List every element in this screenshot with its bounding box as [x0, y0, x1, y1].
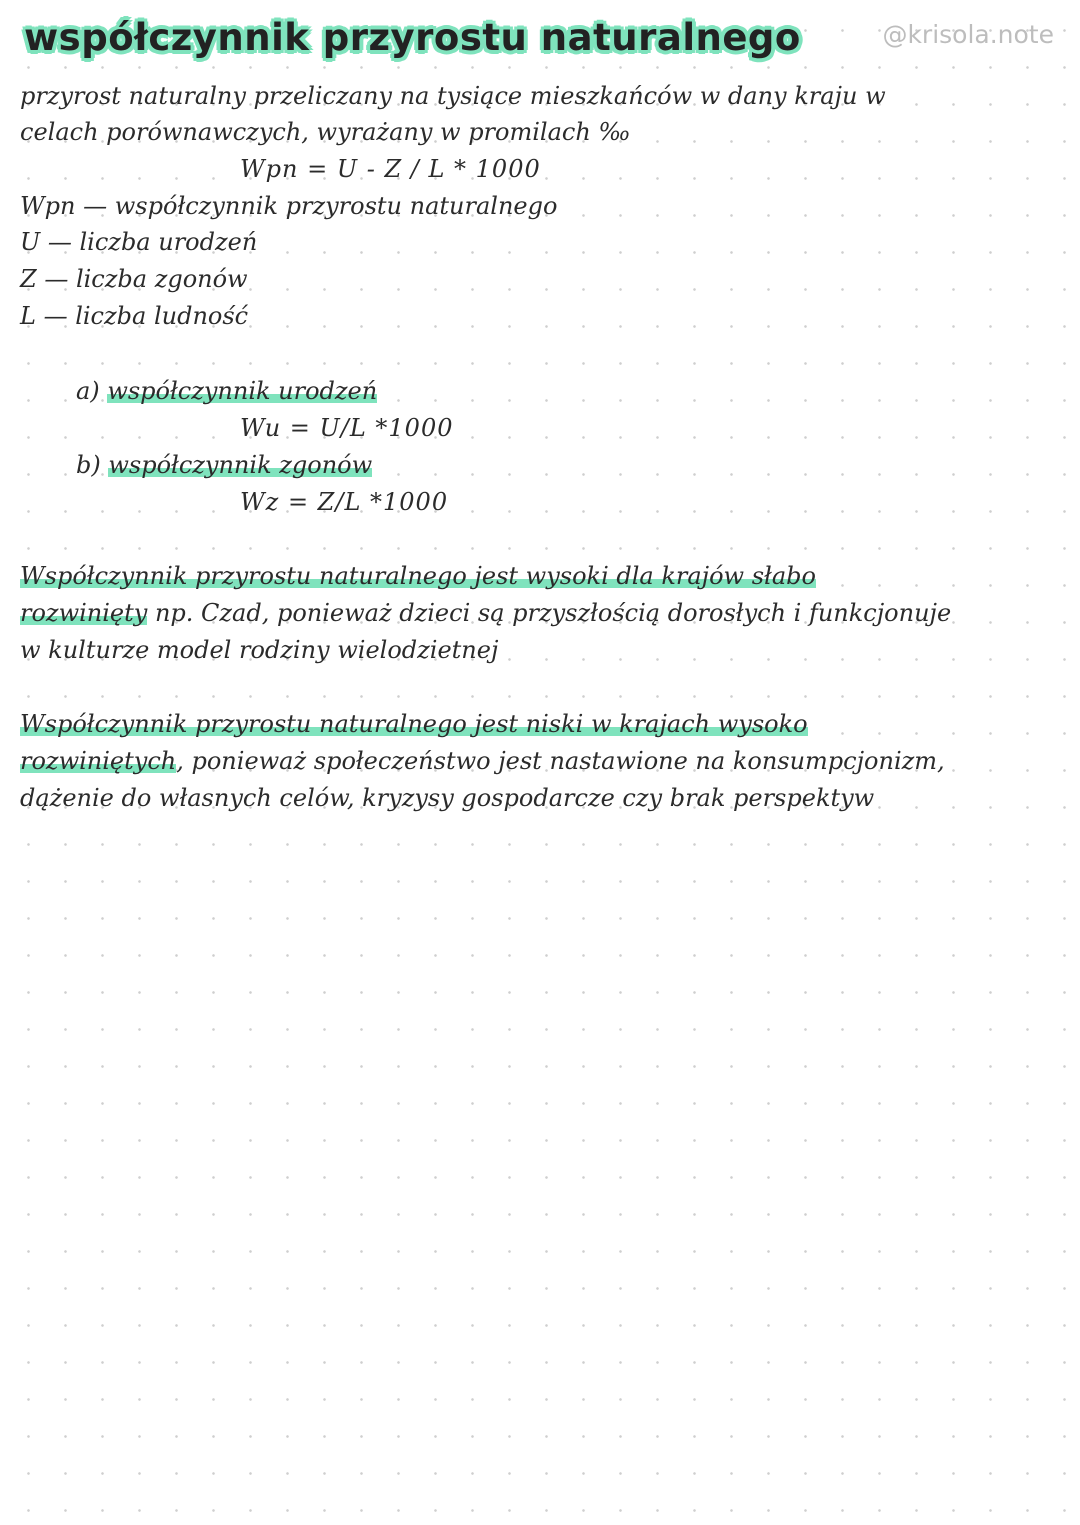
legend-item: L — liczba ludność: [20, 302, 249, 330]
paragraph-low-line-1: [20, 706, 808, 742]
page-title: współczynnik przyrostu naturalnego: [24, 16, 801, 59]
highlight-text: rozwiniętych: [20, 747, 177, 775]
legend-symbol: U: [20, 228, 41, 256]
paragraph-high-line-2: [20, 595, 951, 631]
subsection-marker: b): [76, 451, 101, 479]
legend-meaning: liczba ludność: [75, 302, 249, 330]
subsection-label: współczynnik urodzeń: [107, 377, 378, 405]
paragraph-high-line-3: w kulturze model rodziny wielodzietnej: [20, 636, 499, 664]
legend-symbol: Wpn: [20, 192, 76, 220]
legend-meaning: liczba urodzeń: [79, 228, 258, 256]
subsection-marker: a): [76, 377, 100, 405]
definition-line-1: przyrost naturalny przeliczany na tysiące mieszkańców w dany kraju w: [20, 82, 886, 110]
death-rate-formula: Wz = Z/L *1000: [240, 488, 449, 516]
legend-symbol: L: [20, 302, 36, 330]
paragraph-low-line-3: dążenie do własnych celów, kryzysy gospodarcze czy brak perspektyw: [20, 784, 875, 812]
paragraph-low-line-2: [20, 743, 945, 779]
definition-line-2: celach porównawczych, wyrażany w promilach ‰: [20, 118, 631, 146]
watermark: @krisola.note: [882, 20, 1054, 49]
body-text: , ponieważ społeczeństwo jest nastawione na konsumpcjonizm,: [176, 747, 945, 775]
legend-meaning: współczynnik przyrostu naturalnego: [114, 192, 558, 220]
subsection-b: [76, 447, 372, 483]
legend-item: Wpn — współczynnik przyrostu naturalnego: [20, 192, 558, 220]
birth-rate-formula: Wu = U/L *1000: [240, 414, 454, 442]
paragraph-high-line-1: [20, 558, 816, 594]
legend-item: Z — liczba zgonów: [20, 265, 248, 293]
subsection-a: [76, 373, 377, 409]
legend-meaning: liczba zgonów: [75, 265, 248, 293]
highlight-text: rozwinięty: [20, 599, 148, 627]
subsection-label: współczynnik zgonów: [108, 451, 373, 479]
title-banner: [18, 14, 807, 62]
body-text: np. Czad, ponieważ dzieci są przyszłością dorosłych i funkcjonuje: [147, 599, 952, 627]
highlight-text: Współczynnik przyrostu naturalnego jest wysoki dla krajów słabo: [20, 562, 816, 590]
legend-item: U — liczba urodzeń: [20, 228, 258, 256]
highlight-text: Współczynnik przyrostu naturalnego jest niski w krajach wysoko: [20, 710, 808, 738]
legend-symbol: Z: [20, 265, 37, 293]
main-formula: Wpn = U - Z / L * 1000: [240, 155, 541, 183]
